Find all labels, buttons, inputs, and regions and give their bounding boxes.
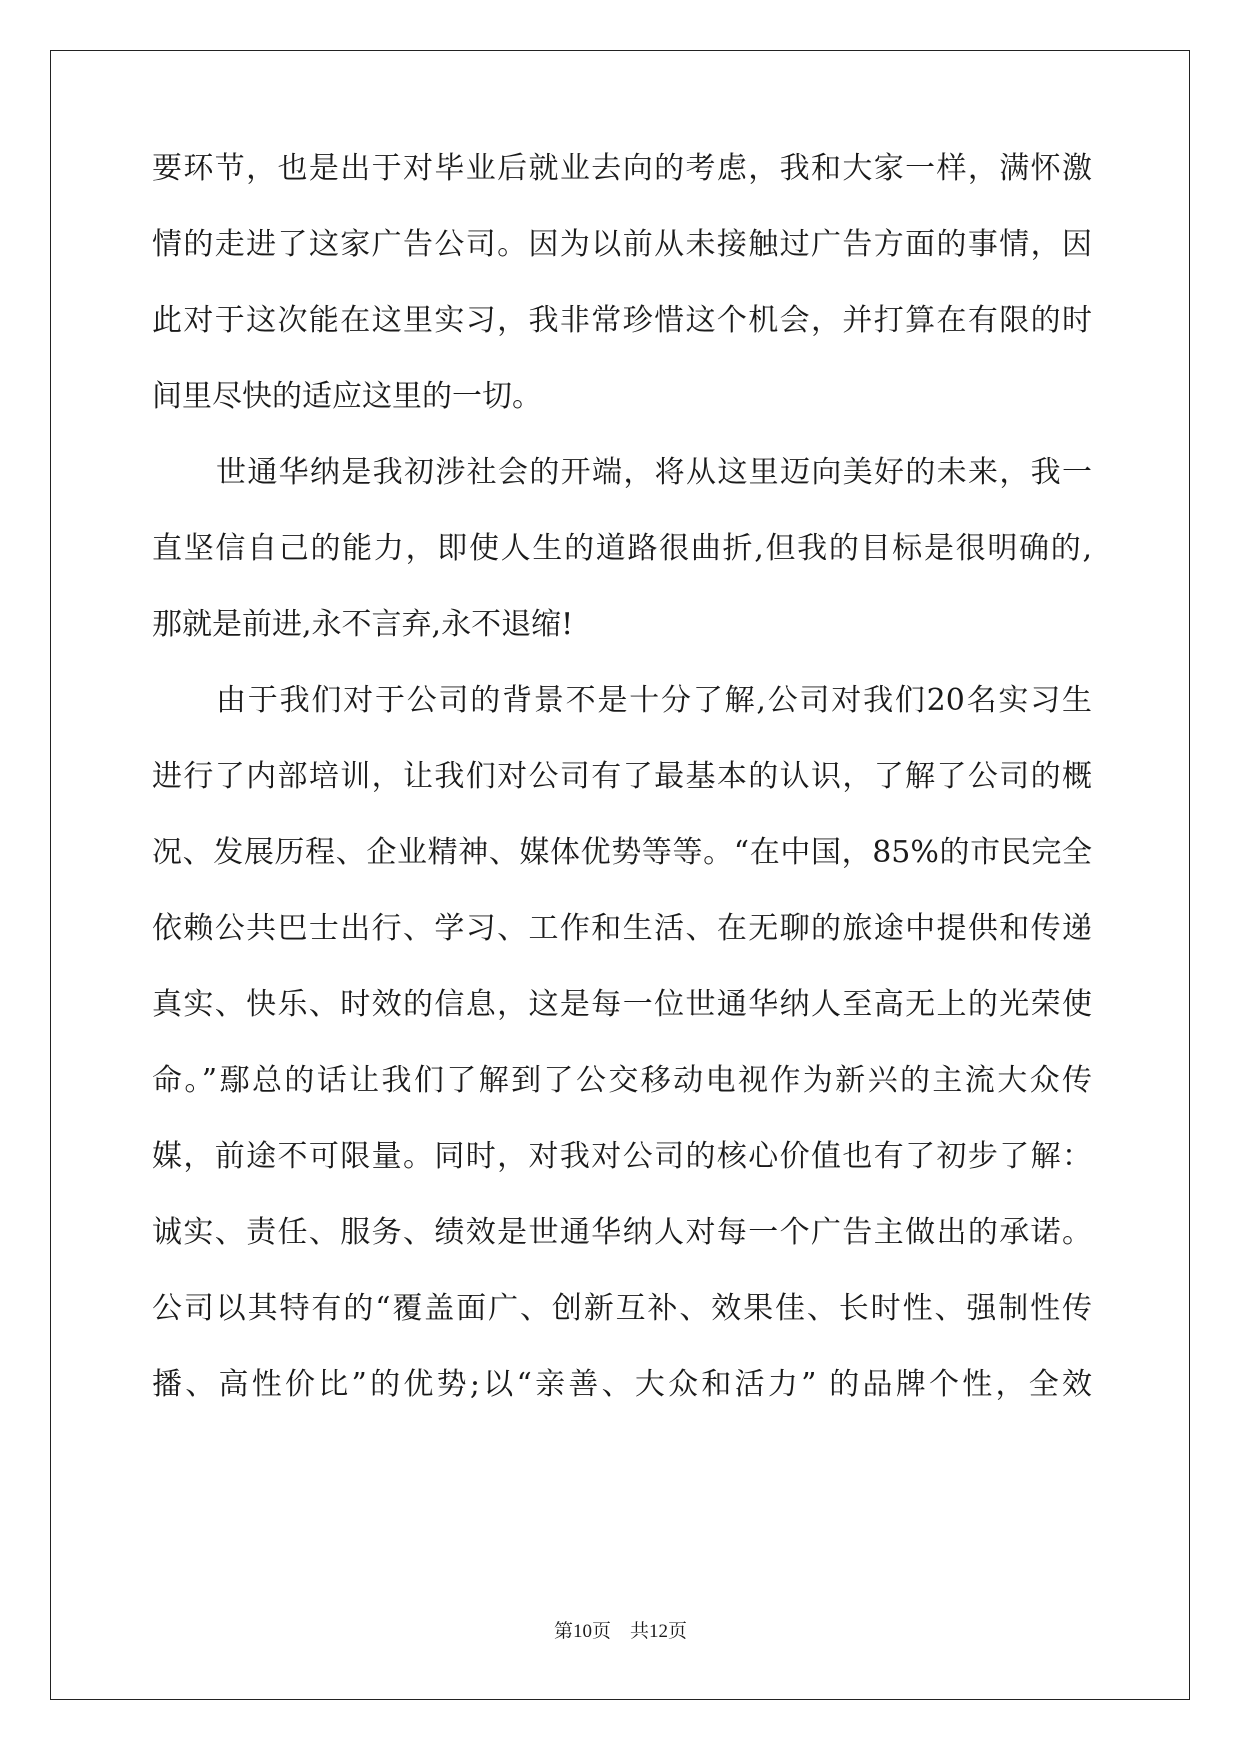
paragraph-3-line-1: 由于我们对于公司的背景不是十分了解,公司对我们20名实习生 bbox=[216, 683, 1092, 718]
paragraph-1-line-4: 间里尽快的适应这里的一切。 bbox=[152, 379, 542, 414]
paragraph-3-line-3: 况、发展历程、企业精神、媒体优势等等。“在中国，85%的市民完全 bbox=[152, 835, 1092, 870]
paragraph-1-line-1: 要环节，也是出于对毕业后就业去向的考虑，我和大家一样，满怀激 bbox=[152, 151, 1092, 186]
page-number-footer: 第10页 共12页 bbox=[553, 1621, 687, 1642]
paragraph-3-line-7: 媒，前途不可限量。同时，对我对公司的核心价值也有了初步了解： bbox=[152, 1139, 1092, 1174]
page-frame bbox=[50, 50, 1190, 1700]
paragraph-3-line-5: 真实、快乐、时效的信息，这是每一位世通华纳人至高无上的光荣使 bbox=[152, 987, 1092, 1022]
paragraph-2-line-3: 那就是前进,永不言弃,永不退缩! bbox=[152, 607, 574, 642]
paragraph-3-line-8: 诚实、责任、服务、绩效是世通华纳人对每一个广告主做出的承诺。 bbox=[152, 1215, 1092, 1250]
paragraph-1-line-3: 此对于这次能在这里实习，我非常珍惜这个机会，并打算在有限的时 bbox=[152, 303, 1092, 338]
paragraph-3-line-4: 依赖公共巴士出行、学习、工作和生活、在无聊的旅途中提供和传递 bbox=[152, 911, 1092, 946]
paragraph-3-line-10: 播、高性价比”的优势;以“亲善、大众和活力” 的品牌个性，全效 bbox=[152, 1367, 1092, 1402]
paragraph-3-line-2: 进行了内部培训，让我们对公司有了最基本的认识，了解了公司的概 bbox=[152, 759, 1092, 794]
paragraph-2-line-1: 世通华纳是我初涉社会的开端，将从这里迈向美好的未来，我一 bbox=[216, 455, 1092, 490]
paragraph-1-line-2: 情的走进了这家广告公司。因为以前从未接触过广告方面的事情，因 bbox=[152, 227, 1092, 262]
paragraph-2-line-2: 直坚信自己的能力，即使人生的道路很曲折,但我的目标是很明确的, bbox=[152, 531, 1092, 566]
paragraph-3-line-9: 公司以其特有的“覆盖面广、创新互补、效果佳、长时性、强制性传 bbox=[152, 1291, 1092, 1326]
paragraph-3-line-6: 命。”鄢总的话让我们了解到了公交移动电视作为新兴的主流大众传 bbox=[152, 1063, 1092, 1098]
